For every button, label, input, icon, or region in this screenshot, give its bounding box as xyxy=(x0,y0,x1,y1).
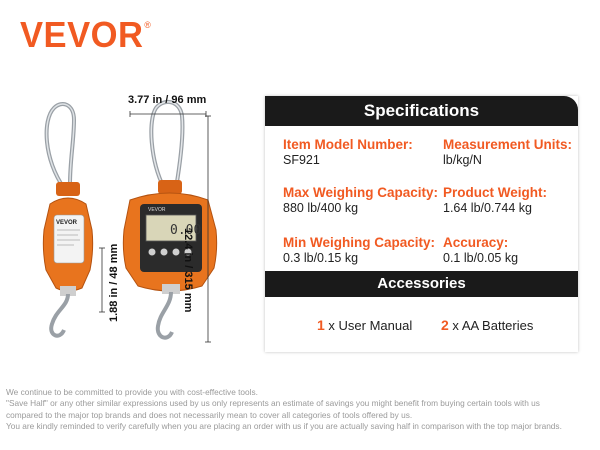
specifications-title: Specifications xyxy=(265,96,578,126)
accessories-list xyxy=(265,297,578,352)
svg-text:VEVOR: VEVOR xyxy=(148,207,166,213)
disclaimer-line: We continue to be committed to provide you with cost-effective tools. xyxy=(6,387,258,397)
spec-min-weighing-capacity: Min Weighing Capacity: 0.3 lb/0.15 kg xyxy=(283,235,436,265)
disclaimer-line: compared to the major top brands and does not necessarily mean to cover all categories of tools offered by us. xyxy=(6,409,413,420)
disclaimer xyxy=(6,387,598,432)
specifications-grid xyxy=(265,126,578,271)
scale-side-view xyxy=(43,104,92,336)
spec-item-model-number: Item Model Number: SF921 xyxy=(283,137,413,167)
specifications-card xyxy=(265,96,578,352)
spec-measurement-units: Measurement Units: lb/kg/N xyxy=(443,137,573,167)
disclaimer-line: You are kindly reminded to verify carefully when you are placing an order with us if you are actually saving half in comparison with the top major brands. xyxy=(6,420,562,431)
dimension-depth-label: 1.88 in / 48 mm xyxy=(108,243,120,322)
disclaimer-line: "Save Half" or any other similar expressions used by us only represents an estimate of savings you might benefit from buying certain tools with us xyxy=(6,398,540,409)
scale-display-reading: 0.00 xyxy=(170,223,202,238)
spec-max-weighing-capacity: Max Weighing Capacity: 880 lb/400 kg xyxy=(283,185,439,215)
accessories-title: Accessories xyxy=(265,271,578,297)
spec-product-weight: Product Weight: 1.64 lb/0.744 kg xyxy=(443,185,547,215)
dimension-width-label: 3.77 in / 96 mm xyxy=(128,94,207,106)
svg-text:VEVOR: VEVOR xyxy=(56,220,78,226)
scale-front-view xyxy=(123,102,216,338)
accessory-user-manual: 1 x User Manual xyxy=(317,317,413,333)
dimension-height-label: 12.4 in / 315 mm xyxy=(182,228,194,313)
vevor-logo: VEVOR® xyxy=(20,14,152,55)
product-image xyxy=(30,80,250,370)
spec-accuracy: Accuracy: 0.1 lb/0.05 kg xyxy=(443,235,519,265)
accessory-aa-batteries: 2 x AA Batteries xyxy=(441,317,534,333)
